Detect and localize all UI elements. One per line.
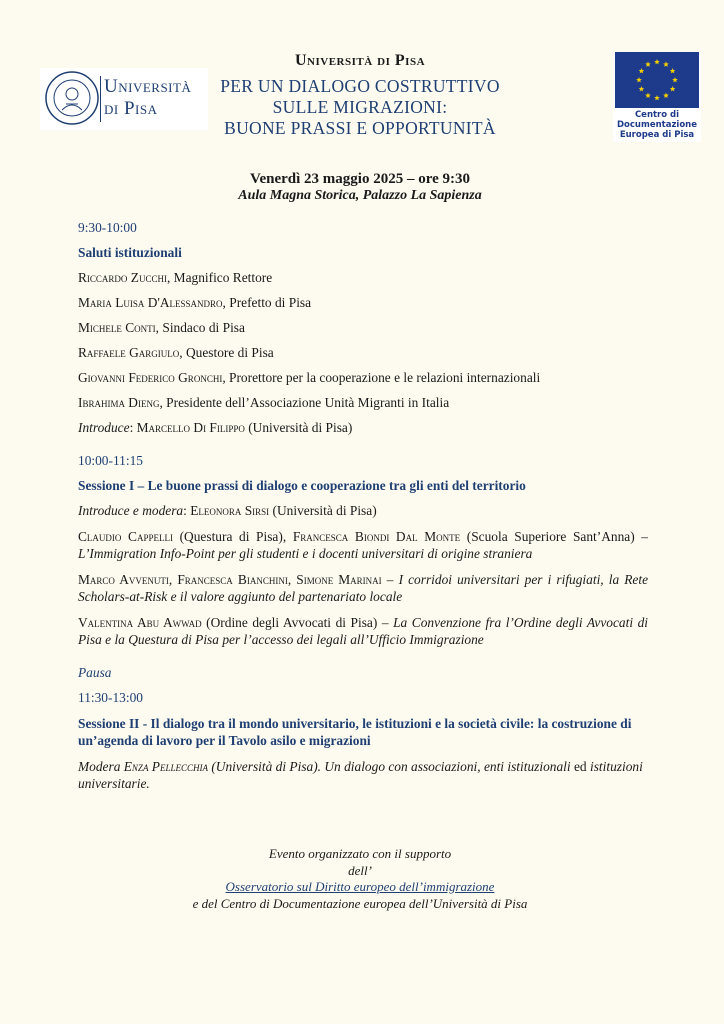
moderator-label: Introduce e modera	[78, 503, 184, 518]
speaker-name: Ibrahima Dieng	[78, 395, 160, 410]
cde-line-2: Documentazione	[617, 120, 697, 130]
speaker	[78, 370, 648, 386]
logo-divider	[100, 76, 101, 122]
speaker-name: Maria Luisa D'Alessandro	[78, 295, 223, 310]
event-title-line: PER UN DIALOGO COSTRUTTIVO	[220, 76, 500, 96]
logo-line-1: Università	[104, 76, 192, 97]
speaker	[78, 270, 648, 286]
speaker	[78, 295, 648, 311]
moderator-name: Eleonora Sirsi	[190, 503, 270, 518]
talk-dash: –	[381, 572, 399, 587]
section-heading: Saluti istituzionali	[78, 245, 182, 260]
logo-line-2: di Pisa	[104, 98, 158, 119]
footer	[150, 846, 570, 912]
pause-label: Pausa	[78, 665, 112, 680]
time-slot: 11:30-13:00	[78, 690, 143, 705]
speaker-role: , Prorettore per la cooperazione e le relazioni internazionali	[222, 370, 541, 385]
introducer-separator: :	[129, 420, 137, 435]
talk-title: La Convenzione fra l’Ordine degli Avvocati di Pisa e la Questura di Pisa per l’accesso dei legali all’Ufficio Immigrazione	[78, 615, 648, 647]
footer-line-2	[150, 863, 570, 896]
speaker	[78, 320, 648, 336]
moderator-label: Modera	[78, 759, 124, 774]
logo-wordmark	[104, 76, 191, 120]
talk-speaker: Valentina Abu Awwad	[78, 615, 202, 630]
talk-speaker: Francesca Biondi Dal Monte	[292, 529, 461, 544]
university-seal-icon	[44, 70, 100, 126]
speaker-role: , Questore di Pisa	[179, 345, 274, 360]
introducer-label: Introduce	[78, 420, 130, 435]
moderator-text: (Università di Pisa). Un dialogo con associazioni, enti istituzionali	[207, 759, 571, 774]
moderator-affiliation: (Università di Pisa)	[269, 503, 377, 518]
event-title-line: BUONE PRASSI E OPPORTUNITÀ	[224, 118, 496, 138]
cde-wordmark	[613, 110, 701, 140]
moderator-name: Enza Pellecchia	[123, 759, 208, 774]
moderator	[78, 503, 648, 519]
introducer-name: Marcello Di Filippo	[136, 420, 245, 435]
introducer-affiliation: (Università di Pisa)	[244, 420, 353, 435]
speaker-name: Raffaele Gargiulo	[78, 345, 180, 360]
time-slot: 9:30-10:00	[78, 220, 137, 235]
speaker-name: Michele Conti	[78, 320, 156, 335]
cde-line-1: Centro di	[634, 110, 680, 120]
footer-prefix: dell’	[348, 862, 372, 878]
talk-affiliation: (Scuola Superiore Sant’Anna)	[460, 529, 635, 544]
talk	[78, 528, 648, 562]
talk-title: L’Immigration Info-Point per gli studenti e i docenti universitari di origine straniera	[78, 546, 533, 561]
cde-logo	[613, 52, 701, 142]
event-place: Aula Magna Storica, Palazzo La Sapienza	[238, 188, 482, 203]
moderator	[78, 758, 648, 792]
speaker	[78, 345, 648, 361]
time-slot: 10:00-11:15	[78, 453, 143, 468]
observatory-link[interactable]: Osservatorio sul Diritto europeo dell’immigrazione	[225, 879, 495, 894]
university-name: Università di Pisa	[294, 52, 426, 69]
event-title	[200, 76, 520, 139]
program	[78, 220, 648, 792]
moderator-text: ed	[570, 759, 587, 774]
talk-affiliation: (Ordine degli Avvocati di Pisa)	[201, 615, 378, 630]
speaker-name: Riccardo Zucchi	[78, 270, 167, 285]
speaker-role: , Magnifico Rettore	[166, 270, 273, 285]
eu-flag-icon	[615, 52, 699, 108]
speaker	[78, 395, 648, 411]
event-title-line: SULLE MIGRAZIONI:	[272, 97, 448, 117]
speaker-role: , Presidente dell’Associazione Unità Migranti in Italia	[159, 395, 450, 410]
speaker-role: , Prefetto di Pisa	[222, 295, 312, 310]
university-logo	[40, 68, 208, 130]
footer-line-1: Evento organizzato con il supporto	[268, 846, 452, 861]
section-heading: Sessione I – Le buone prassi di dialogo e cooperazione tra gli enti del territorio	[78, 478, 526, 493]
talk-title: I corridoi universitari per i rifugiati, la Rete Scholars-at-Risk e il valore aggiunto del partenariato locale	[78, 572, 649, 604]
talk-dash: –	[377, 615, 394, 630]
moderator-separator: :	[183, 503, 191, 518]
cde-line-3: Europea di Pisa	[619, 130, 695, 140]
moderator-text: istituzioni universitarie.	[78, 759, 643, 791]
speaker-name: Giovanni Federico Gronchi	[78, 370, 223, 385]
talk	[78, 614, 648, 648]
talk	[78, 571, 648, 605]
section-heading: Sessione II - Il dialogo tra il mondo universitario, le istituzioni e la società civile: la costruzione di un’agenda di lavoro per il Tavolo asilo e migrazioni	[78, 716, 632, 748]
talk-dash: –	[634, 529, 649, 544]
talk-speaker: Marco Avvenuti, Francesca Bianchini, Simone Marinai	[78, 572, 382, 587]
footer-line-3: e del Centro di Documentazione europea dell’Università di Pisa	[192, 895, 528, 911]
talk-speaker: Claudio Cappelli	[78, 529, 173, 544]
introducer	[78, 420, 648, 436]
talk-affiliation: (Questura di Pisa),	[172, 529, 293, 544]
speaker-role: , Sindaco di Pisa	[155, 320, 245, 335]
event-date: Venerdì 23 maggio 2025 – ore 9:30	[250, 171, 470, 187]
